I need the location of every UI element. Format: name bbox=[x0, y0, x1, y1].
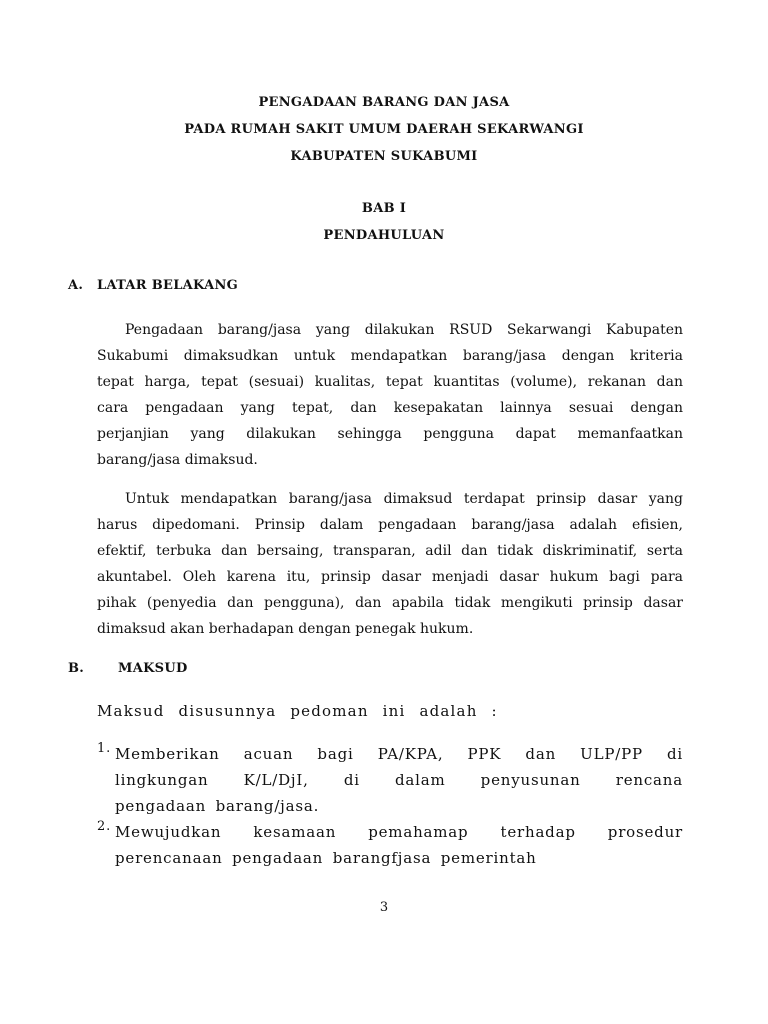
list-item-line: Memberikan acuan bagi PA/KPA, PPK dan ULP/PP di bbox=[115, 745, 683, 763]
list-item-line: perencanaan pengadaan barangfjasa pemerintah bbox=[115, 849, 537, 867]
list-item bbox=[97, 741, 683, 819]
paragraph-latar-belakang-2 bbox=[97, 486, 683, 642]
paragraph-latar-belakang-1 bbox=[97, 317, 683, 473]
list-item-line: Mewujudkan kesamaan pemahamap terhadap prosedur bbox=[115, 823, 683, 841]
paragraph-line: akuntabel. Oleh karena itu, prinsip dasar menjadi dasar hukum bagi para bbox=[97, 569, 683, 585]
page-number: 3 bbox=[379, 900, 389, 915]
doc-title-line-2: PADA RUMAH SAKIT UMUM DAERAH SEKARWANGI bbox=[184, 122, 584, 137]
list-item-line: pengadaan barang/jasa. bbox=[115, 797, 320, 815]
doc-title-line-3: KABUPATEN SUKABUMI bbox=[290, 149, 478, 164]
paragraph-line: Pengadaan barang/jasa yang dilakukan RSUD Sekarwangi Kabupaten bbox=[125, 322, 683, 338]
paragraph-line: cara pengadaan yang tepat, dan kesepakatan lainnya sesuai dengan bbox=[97, 400, 683, 416]
paragraph-line: perjanjian yang dilakukan sehingga pengguna dapat memanfaatkan bbox=[97, 426, 683, 442]
paragraph-line: tepat harga, tepat (sesuai) kualitas, tepat kuantitas (volume), rekanan dan bbox=[97, 374, 683, 390]
section-b-title: MAKSUD bbox=[118, 661, 188, 676]
paragraph-line: pihak (penyedia dan pengguna), dan apabila tidak mengikuti prinsip dasar bbox=[97, 595, 683, 611]
list-item-number: 1. bbox=[97, 741, 112, 756]
paragraph-line: dimaksud akan berhadapan dengan penegak hukum. bbox=[97, 621, 474, 637]
paragraph-line: Untuk mendapatkan barang/jasa dimaksud terdapat prinsip dasar yang bbox=[125, 491, 683, 507]
chapter-label: BAB I bbox=[361, 201, 407, 216]
section-b-number: B. bbox=[68, 661, 85, 676]
paragraph-line: barang/jasa dimaksud. bbox=[97, 452, 258, 468]
list-item bbox=[97, 819, 683, 871]
paragraph-line: harus dipedomani. Prinsip dalam pengadaan barang/jasa adalah efisien, bbox=[97, 517, 683, 533]
list-item-number: 2. bbox=[97, 819, 112, 834]
chapter-title: PENDAHULUAN bbox=[323, 228, 445, 243]
doc-title-line-1: PENGADAAN BARANG DAN JASA bbox=[258, 95, 510, 110]
paragraph-line: efektif, terbuka dan bersaing, transparan, adil dan tidak diskriminatif, serta bbox=[97, 543, 683, 559]
section-a-title: LATAR BELAKANG bbox=[97, 278, 239, 293]
section-a-number: A. bbox=[68, 278, 84, 293]
list-item-line: lingkungan K/L/DjI, di dalam penyusunan rencana bbox=[115, 771, 683, 789]
paragraph-line: Sukabumi dimaksudkan untuk mendapatkan barang/jasa dengan kriteria bbox=[97, 348, 683, 364]
maksud-intro: Maksud disusunnya pedoman ini adalah : bbox=[97, 702, 498, 720]
